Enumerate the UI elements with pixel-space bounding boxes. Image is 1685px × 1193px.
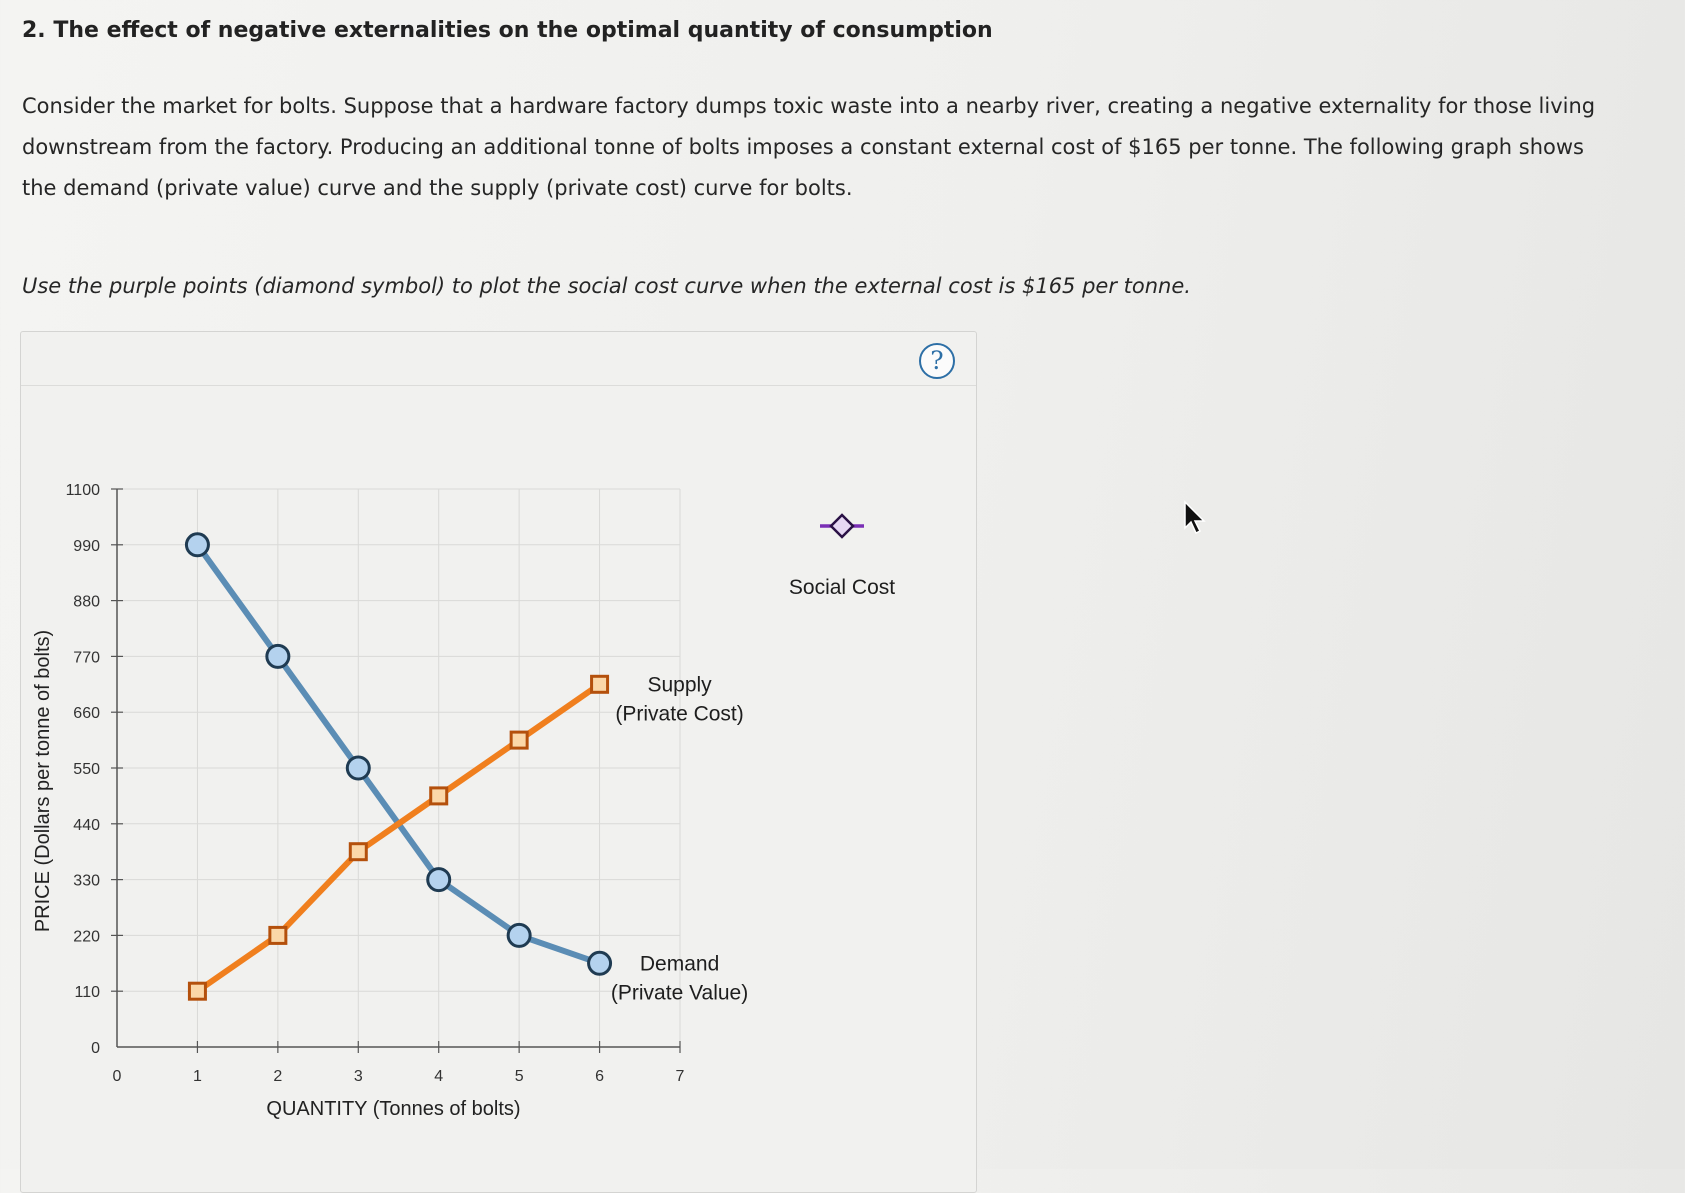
y-tick-label: 1100 bbox=[65, 482, 100, 499]
series bbox=[186, 534, 610, 999]
supply-point[interactable] bbox=[189, 983, 205, 999]
x-tick-label: 6 bbox=[595, 1068, 605, 1085]
y-tick-label: 990 bbox=[73, 537, 100, 555]
supply-label: (Private Cost) bbox=[615, 702, 744, 726]
supply-label: Supply bbox=[647, 673, 712, 697]
x-tick-label: 3 bbox=[353, 1068, 363, 1085]
social-cost-diamond-icon[interactable] bbox=[831, 515, 853, 537]
y-axis-title: PRICE (Dollars per tonne of bolts) bbox=[32, 629, 54, 933]
demand-point[interactable] bbox=[508, 924, 530, 946]
demand-point[interactable] bbox=[186, 534, 208, 556]
demand-point[interactable] bbox=[428, 869, 450, 891]
supply-point[interactable] bbox=[350, 844, 366, 860]
demand-label: (Private Value) bbox=[610, 981, 749, 1005]
intro-line: Consider the market for bolts. Suppose that a hardware factory dumps toxic waste into a nearby river, creating a negative externality for those living bbox=[22, 94, 1596, 118]
demand-label: Demand bbox=[639, 952, 720, 976]
axes bbox=[66, 482, 685, 1085]
y-tick-label: 550 bbox=[73, 761, 100, 778]
y-tick-label: 770 bbox=[73, 649, 100, 667]
x-tick-label: 1 bbox=[192, 1068, 202, 1085]
demand-point[interactable] bbox=[589, 952, 611, 974]
demand-curve bbox=[197, 545, 599, 964]
y-tick-label: 330 bbox=[73, 872, 100, 890]
x-tick-label: 7 bbox=[675, 1068, 685, 1085]
help-icon[interactable]: ? bbox=[919, 343, 955, 379]
tool-palette bbox=[789, 515, 895, 599]
x-tick-label: 4 bbox=[434, 1068, 444, 1085]
intro-line: downstream from the factory. Producing an additional tonne of bolts imposes a constant external cost of $165 per tonne. The following graph shows bbox=[22, 135, 1584, 159]
x-axis-title: QUANTITY (Tonnes of bolts) bbox=[266, 1098, 521, 1120]
y-tick-label: 660 bbox=[73, 705, 100, 723]
social-cost-label: Social Cost bbox=[788, 576, 896, 599]
y-tick-label: 0 bbox=[91, 1040, 100, 1057]
supply-point[interactable] bbox=[592, 676, 608, 692]
question-title: 2. The effect of negative externalities on the optimal quantity of consumption bbox=[22, 18, 993, 43]
x-tick-label: 0 bbox=[112, 1068, 122, 1085]
intro-line: the demand (private value) curve and the supply (private cost) curve for bolts. bbox=[22, 176, 853, 200]
y-tick-label: 440 bbox=[73, 816, 100, 834]
supply-point[interactable] bbox=[431, 788, 447, 804]
question-instruction: Use the purple points (diamond symbol) to plot the social cost curve when the external cost is $165 per tonne. bbox=[22, 274, 1191, 298]
y-tick-label: 220 bbox=[73, 928, 100, 946]
supply-point[interactable] bbox=[270, 927, 286, 943]
y-tick-label: 880 bbox=[73, 593, 100, 611]
y-tick-label: 110 bbox=[74, 984, 100, 1002]
demand-point[interactable] bbox=[267, 645, 289, 667]
x-tick-label: 5 bbox=[514, 1068, 524, 1085]
demand-point[interactable] bbox=[347, 757, 369, 779]
x-tick-label: 2 bbox=[273, 1068, 283, 1085]
mouse-cursor-icon bbox=[1182, 500, 1210, 536]
supply-point[interactable] bbox=[511, 732, 527, 748]
